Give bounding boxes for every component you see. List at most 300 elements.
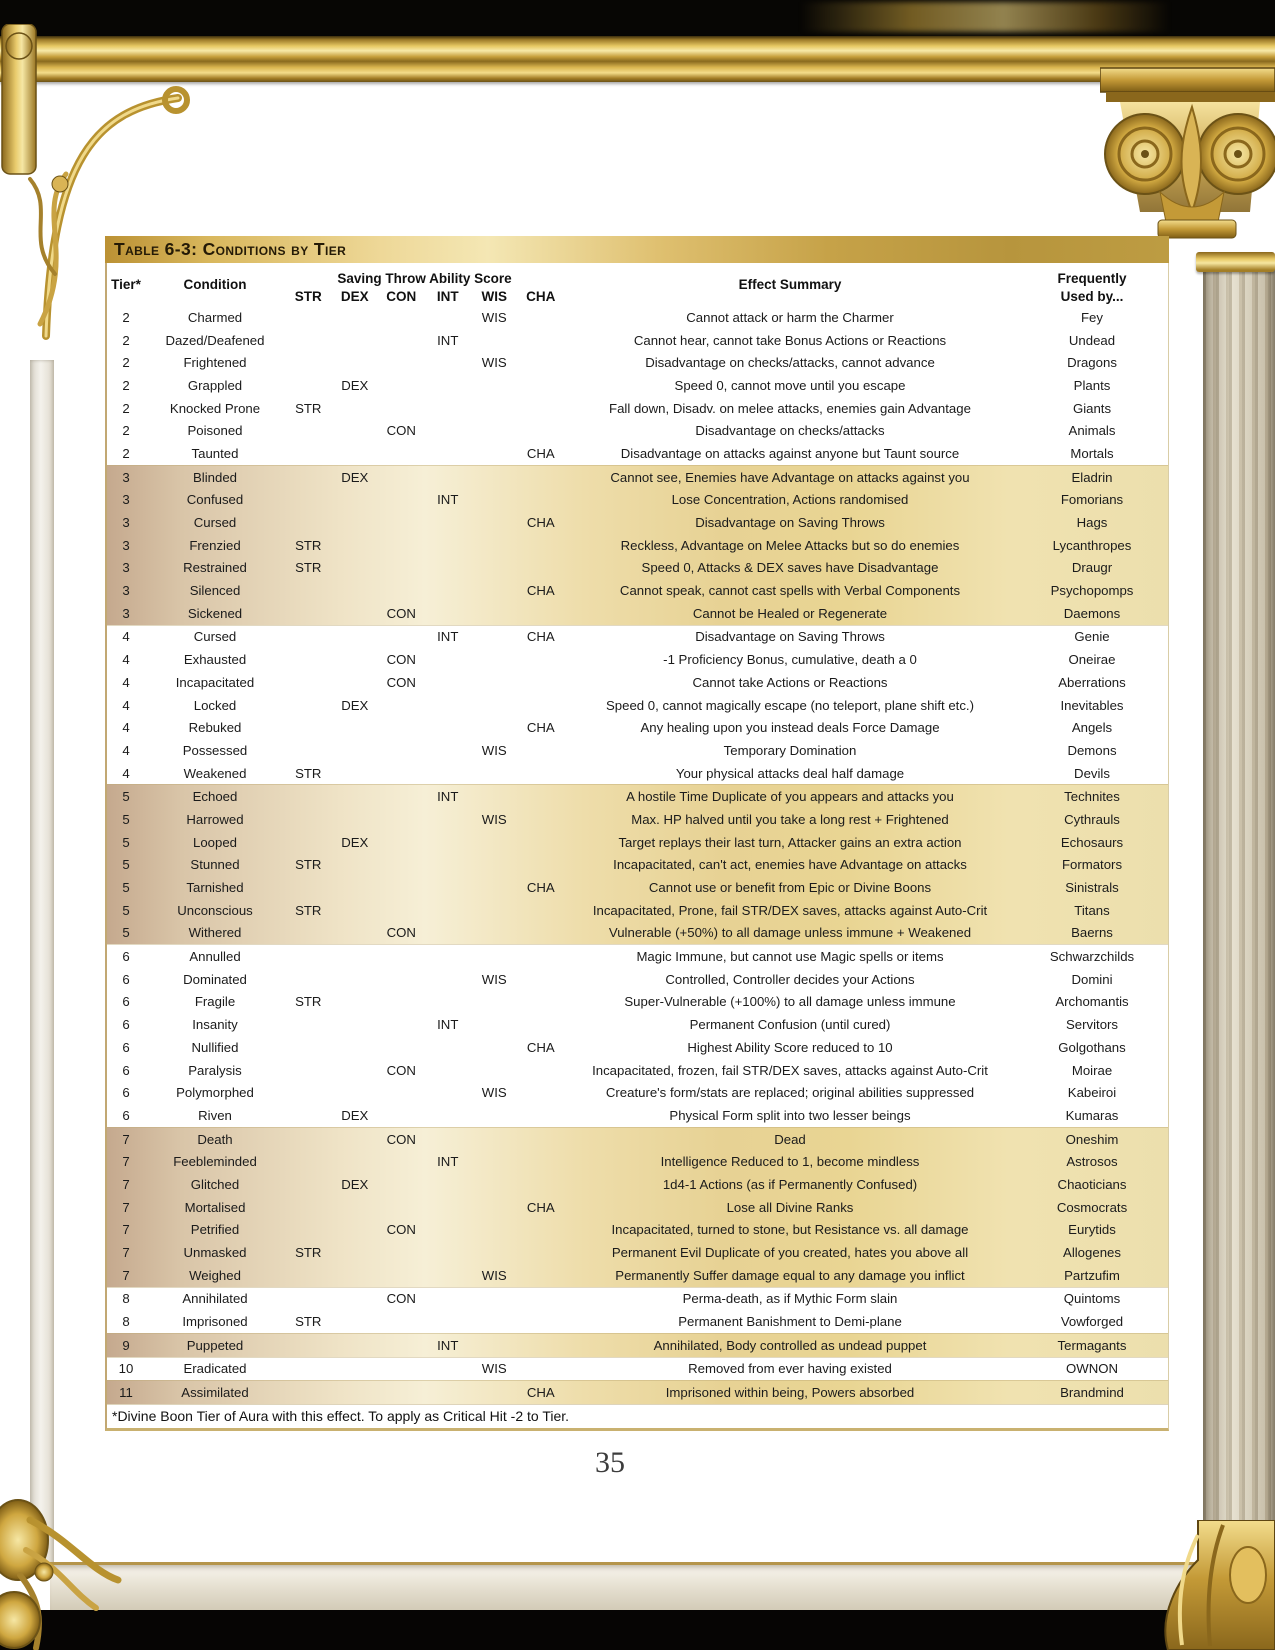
cell-tier: 6	[122, 1017, 130, 1033]
cell-condition: Paralysis	[188, 1062, 242, 1078]
table-row	[107, 1310, 1168, 1333]
cell-used-by: OWNON	[1065, 1361, 1118, 1377]
cell-used-by: Cythrauls	[1064, 811, 1120, 827]
table-body	[107, 306, 1168, 1404]
cell-condition: Tarnished	[186, 880, 244, 896]
table-row	[107, 1173, 1168, 1196]
cell-used-by: Schwarzchilds	[1049, 949, 1135, 965]
cell-tier: 2	[122, 423, 130, 439]
column-header-int: INT	[436, 288, 459, 304]
table-row	[107, 1128, 1168, 1151]
cell-used-by: Kumaras	[1065, 1107, 1119, 1123]
cell-used-by: Quintoms	[1063, 1291, 1121, 1307]
table-row	[107, 899, 1168, 922]
table-row	[107, 831, 1168, 854]
cell-tier: 7	[122, 1154, 130, 1170]
cell-effect: Disadvantage on checks/attacks	[695, 423, 885, 439]
table-row	[107, 716, 1168, 739]
cell-condition: Poisoned	[187, 423, 243, 439]
cell-ability-cha: CHA	[526, 1199, 555, 1215]
column-header-used-by-line1: Frequently	[1057, 271, 1127, 286]
cell-effect: Incapacitated, can't act, enemies have Advantage on attacks	[613, 857, 967, 873]
cell-used-by: Psychopomps	[1050, 583, 1134, 599]
cell-effect: Disadvantage on Saving Throws	[695, 629, 885, 645]
cell-tier: 2	[122, 309, 130, 325]
table-row	[107, 854, 1168, 877]
cell-tier: 4	[122, 697, 130, 713]
cell-condition: Grappled	[187, 377, 243, 393]
table-row	[107, 511, 1168, 534]
cell-used-by: Golgothans	[1058, 1039, 1126, 1055]
table-row	[107, 1196, 1168, 1219]
column-header-str: STR	[294, 288, 322, 304]
cell-effect: Intelligence Reduced to 1, become mindless	[660, 1154, 920, 1170]
column-header-wis: WIS	[481, 288, 507, 304]
cell-tier: 6	[122, 1107, 130, 1123]
cell-effect: Lose all Divine Ranks	[726, 1199, 854, 1215]
left-marble-pilaster	[30, 360, 54, 1565]
cell-tier: 8	[122, 1291, 130, 1307]
cell-condition: Locked	[193, 697, 237, 713]
cell-used-by: Archomantis	[1055, 994, 1129, 1010]
cell-effect: Dead	[774, 1131, 806, 1147]
cell-effect: Cannot take Actions or Reactions	[692, 674, 888, 690]
cell-used-by: Vowforged	[1060, 1314, 1124, 1330]
cell-effect: Speed 0, Attacks & DEX saves have Disadvantage	[641, 560, 939, 576]
cell-ability-con: CON	[386, 1062, 416, 1078]
cell-condition: Polymorphed	[176, 1085, 254, 1101]
cell-condition: Possessed	[182, 742, 248, 758]
marble-column-shaft	[1203, 268, 1275, 1650]
cell-used-by: Genie	[1074, 629, 1110, 645]
cell-condition: Cursed	[193, 515, 237, 531]
cell-effect: Temporary Domination	[723, 742, 857, 758]
cell-tier: 11	[119, 1385, 133, 1401]
table-row	[107, 351, 1168, 374]
cell-used-by: Allogenes	[1063, 1245, 1121, 1261]
cell-used-by: Domini	[1071, 971, 1113, 987]
cell-tier: 6	[122, 1062, 130, 1078]
tier-group-10	[107, 1357, 1168, 1381]
column-header-dex: DEX	[340, 288, 369, 304]
table-row	[107, 694, 1168, 717]
tier-group-11	[107, 1380, 1168, 1404]
cell-used-by: Draugr	[1071, 560, 1113, 576]
cell-tier: 2	[122, 355, 130, 371]
cell-condition: Weakened	[183, 765, 247, 781]
cell-effect: Permanent Banishment to Demi-plane	[678, 1314, 902, 1330]
cell-ability-int: INT	[437, 492, 459, 508]
table-row	[107, 762, 1168, 785]
table-header	[107, 263, 1168, 306]
cell-tier: 2	[122, 400, 130, 416]
cell-effect: Your physical attacks deal half damage	[675, 765, 905, 781]
cell-tier: 4	[122, 720, 130, 736]
cell-tier: 3	[122, 605, 130, 621]
cell-used-by: Fomorians	[1060, 492, 1124, 508]
cell-tier: 9	[122, 1337, 130, 1353]
cell-tier: 2	[122, 332, 130, 348]
table-row	[107, 397, 1168, 420]
cell-condition: Looped	[192, 834, 237, 850]
cell-effect: Cannot speak, cannot cast spells with Verbal Components	[619, 583, 961, 599]
cell-condition: Silenced	[189, 583, 241, 599]
tier-group-5	[107, 784, 1168, 944]
cell-ability-int: INT	[437, 789, 459, 805]
cell-condition: Feebleminded	[173, 1154, 257, 1170]
table-row	[107, 1059, 1168, 1082]
cell-condition: Weighed	[189, 1267, 241, 1283]
cell-condition: Unmasked	[183, 1245, 247, 1261]
cell-used-by: Devils	[1074, 765, 1110, 781]
cell-condition: Frenzied	[189, 537, 241, 553]
tier-group-3	[107, 465, 1168, 625]
tier-group-9	[107, 1333, 1168, 1357]
cell-used-by: Aberrations	[1058, 674, 1126, 690]
cell-effect: Speed 0, cannot move until you escape	[674, 377, 906, 393]
cell-ability-int: INT	[437, 332, 459, 348]
cell-tier: 7	[122, 1176, 130, 1192]
column-header-cha: CHA	[526, 288, 556, 304]
cell-used-by: Giants	[1072, 400, 1112, 416]
cell-condition: Frightened	[183, 355, 247, 371]
cell-effect: -1 Proficiency Bonus, cumulative, death a 0	[663, 652, 917, 668]
cell-condition: Withered	[188, 925, 242, 941]
cell-ability-str: STR	[295, 1314, 322, 1330]
tier-group-2	[107, 306, 1168, 465]
table-row	[107, 1150, 1168, 1173]
cell-effect: Cannot attack or harm the Charmer	[686, 309, 894, 325]
table-row	[107, 626, 1168, 649]
cell-effect: Disadvantage on checks/attacks, cannot advance	[645, 355, 935, 371]
cell-condition: Sickened	[187, 605, 243, 621]
cell-used-by: Dragons	[1067, 355, 1117, 371]
table-row	[107, 1381, 1168, 1404]
cell-used-by: Plants	[1073, 377, 1111, 393]
cell-condition: Blinded	[193, 469, 237, 485]
table-row	[107, 1288, 1168, 1311]
cell-ability-wis: WIS	[481, 742, 507, 758]
frame-bottom-black-band	[0, 1610, 1275, 1650]
cell-tier: 6	[122, 994, 130, 1010]
cell-condition: Petrified	[190, 1222, 240, 1238]
cell-effect: Permanent Confusion (until cured)	[689, 1017, 891, 1033]
cell-tier: 3	[122, 583, 130, 599]
cell-condition: Assimilated	[181, 1385, 249, 1401]
cell-ability-dex: DEX	[341, 1107, 369, 1123]
cell-used-by: Baerns	[1071, 925, 1113, 941]
cell-ability-str: STR	[295, 400, 322, 416]
cell-effect: Lose Concentration, Actions randomised	[671, 492, 909, 508]
table-row	[107, 306, 1168, 329]
cell-used-by: Partzufim	[1064, 1267, 1120, 1283]
cell-condition: Restrained	[183, 560, 247, 576]
cell-effect: Perma-death, as if Mythic Form slain	[682, 1291, 898, 1307]
cell-ability-wis: WIS	[481, 309, 507, 325]
cell-tier: 7	[122, 1199, 130, 1215]
gold-floral-ornament-bottom-left	[0, 1480, 130, 1650]
column-header-effect-summary: Effect Summary	[738, 277, 842, 292]
cell-condition: Taunted	[191, 445, 239, 461]
cell-condition: Annulled	[189, 949, 241, 965]
page-number: 35	[595, 1446, 625, 1479]
table-row	[107, 922, 1168, 945]
cell-condition: Annihilated	[182, 1291, 248, 1307]
tier-group-4	[107, 625, 1168, 785]
cell-tier: 5	[122, 925, 130, 941]
tier-group-8	[107, 1287, 1168, 1333]
cell-used-by: Astrosos	[1066, 1154, 1118, 1170]
cell-effect: Creature's form/stats are replaced; original abilities suppressed	[605, 1085, 975, 1101]
cell-ability-cha: CHA	[526, 880, 555, 896]
cell-ability-wis: WIS	[481, 1085, 507, 1101]
cell-ability-str: STR	[295, 1245, 322, 1261]
cell-ability-cha: CHA	[526, 720, 555, 736]
cell-tier: 4	[122, 674, 130, 690]
table-row	[107, 876, 1168, 899]
cell-tier: 7	[122, 1245, 130, 1261]
cell-condition: Nullified	[191, 1039, 239, 1055]
cell-effect: Controlled, Controller decides your Actions	[665, 971, 915, 987]
cell-tier: 6	[122, 1039, 130, 1055]
table-row	[107, 1264, 1168, 1287]
cell-tier: 3	[122, 560, 130, 576]
cell-tier: 6	[122, 1085, 130, 1101]
cell-tier: 6	[122, 949, 130, 965]
cell-ability-str: STR	[295, 537, 322, 553]
cell-used-by: Oneshim	[1065, 1131, 1119, 1147]
cell-ability-con: CON	[386, 674, 416, 690]
cell-condition: Imprisoned	[182, 1314, 248, 1330]
cell-ability-int: INT	[437, 1017, 459, 1033]
table-row	[107, 557, 1168, 580]
cell-effect: Fall down, Disadv. on melee attacks, enemies gain Advantage	[609, 400, 971, 416]
table-row	[107, 1219, 1168, 1242]
cell-effect: Vulnerable (+50%) to all damage unless immune + Weakened	[608, 925, 972, 941]
cell-condition: Exhausted	[183, 652, 247, 668]
cell-ability-wis: WIS	[481, 971, 507, 987]
gold-corbel-ornament-bottom-right	[1138, 1520, 1275, 1650]
table-row	[107, 419, 1168, 442]
cell-ability-str: STR	[295, 560, 322, 576]
table-row	[107, 466, 1168, 489]
table-row	[107, 968, 1168, 991]
cell-tier: 2	[122, 445, 130, 461]
cell-effect: Max. HP halved until you take a long rest + Frightened	[631, 811, 949, 827]
cell-ability-con: CON	[386, 925, 416, 941]
cell-effect: Physical Form split into two lesser beings	[669, 1107, 911, 1123]
table-row	[107, 1104, 1168, 1127]
cell-ability-cha: CHA	[526, 1039, 555, 1055]
cell-condition: Riven	[198, 1107, 232, 1123]
table-row	[107, 534, 1168, 557]
cell-used-by: Hags	[1076, 515, 1108, 531]
column-header-condition: Condition	[183, 277, 247, 292]
cell-ability-cha: CHA	[526, 583, 555, 599]
cell-used-by: Titans	[1074, 902, 1110, 918]
cell-effect: Removed from ever having existed	[688, 1361, 892, 1377]
cell-ability-con: CON	[386, 652, 416, 668]
cell-ability-wis: WIS	[481, 1267, 507, 1283]
cell-used-by: Kabeiroi	[1067, 1085, 1117, 1101]
cell-condition: Cursed	[193, 629, 237, 645]
cell-used-by: Animals	[1068, 423, 1116, 439]
cell-condition: Insanity	[192, 1017, 238, 1033]
cell-effect: Permanent Evil Duplicate of you created, hates you above all	[611, 1245, 969, 1261]
cell-ability-con: CON	[386, 1291, 416, 1307]
column-header-con: CON	[386, 288, 417, 304]
cell-used-by: Daemons	[1063, 605, 1121, 621]
cell-ability-con: CON	[386, 1222, 416, 1238]
cell-effect: Cannot see, Enemies have Advantage on attacks against you	[610, 469, 970, 485]
table-title: Table 6-3: Conditions by Tier	[105, 236, 1169, 263]
cell-tier: 5	[122, 789, 130, 805]
cell-condition: Fragile	[194, 994, 236, 1010]
cell-tier: 4	[122, 765, 130, 781]
cell-ability-str: STR	[295, 994, 322, 1010]
cell-effect: Reckless, Advantage on Melee Attacks but so do enemies	[620, 537, 960, 553]
cell-tier: 3	[122, 515, 130, 531]
cell-used-by: Sinistrals	[1065, 880, 1119, 896]
cell-effect: 1d4-1 Actions (as if Permanently Confused)	[662, 1176, 918, 1192]
cell-used-by: Lycanthropes	[1052, 537, 1132, 553]
cell-ability-int: INT	[437, 1154, 459, 1170]
cell-condition: Knocked Prone	[169, 400, 261, 416]
table-row	[107, 489, 1168, 512]
cell-used-by: Technites	[1064, 789, 1120, 805]
table-row	[107, 1036, 1168, 1059]
table-row	[107, 945, 1168, 968]
column-header-tier: Tier*	[111, 277, 141, 292]
cell-used-by: Inevitables	[1060, 697, 1124, 713]
cell-ability-dex: DEX	[341, 469, 369, 485]
table-row	[107, 1334, 1168, 1357]
cell-used-by: Angels	[1071, 720, 1113, 736]
cell-condition: Glitched	[190, 1176, 240, 1192]
cell-effect: Target replays their last turn, Attacker gains an extra action	[618, 834, 962, 850]
tier-group-6	[107, 944, 1168, 1127]
cell-effect: Super-Vulnerable (+100%) to all damage unless immune	[624, 994, 956, 1010]
cell-used-by: Cosmocrats	[1056, 1199, 1128, 1215]
cell-condition: Puppeted	[186, 1337, 244, 1353]
cell-effect: Incapacitated, frozen, fail STR/DEX saves, attacks against Auto-Crit	[592, 1062, 988, 1078]
frame-top-gold-highlight	[800, 2, 1170, 32]
cell-used-by: Termagants	[1057, 1337, 1127, 1353]
cell-effect: Cannot use or benefit from Epic or Divine Boons	[648, 880, 932, 896]
table-row	[107, 991, 1168, 1014]
cell-used-by: Mortals	[1070, 445, 1114, 461]
cell-used-by: Oneirae	[1068, 652, 1116, 668]
table-row	[107, 442, 1168, 465]
cell-ability-str: STR	[295, 902, 322, 918]
cell-ability-str: STR	[295, 765, 322, 781]
cell-effect: Disadvantage on attacks against anyone but Taunt source	[620, 445, 960, 461]
cell-used-by: Moirae	[1071, 1062, 1113, 1078]
cell-ability-int: INT	[437, 629, 459, 645]
table-row	[107, 374, 1168, 397]
cell-tier: 5	[122, 902, 130, 918]
cell-used-by: Brandmind	[1060, 1385, 1124, 1401]
cell-effect: Incapacitated, Prone, fail STR/DEX saves, attacks against Auto-Crit	[592, 902, 988, 918]
cell-condition: Incapacitated	[175, 674, 255, 690]
table-row	[107, 648, 1168, 671]
cell-used-by: Undead	[1068, 332, 1116, 348]
cell-condition: Harrowed	[186, 811, 244, 827]
cell-tier: 10	[118, 1361, 134, 1377]
table-row	[107, 1081, 1168, 1104]
cell-tier: 7	[122, 1267, 130, 1283]
cell-tier: 4	[122, 652, 130, 668]
cell-tier: 7	[122, 1222, 130, 1238]
cell-used-by: Echosaurs	[1060, 834, 1124, 850]
cell-condition: Confused	[186, 492, 244, 508]
cell-condition: Eradicated	[183, 1361, 247, 1377]
cell-condition: Echoed	[192, 789, 238, 805]
cell-tier: 5	[122, 811, 130, 827]
cell-effect: Speed 0, cannot magically escape (no teleport, plane shift etc.)	[605, 697, 974, 713]
table-row	[107, 329, 1168, 352]
cell-used-by: Formators	[1061, 857, 1123, 873]
cell-effect: Disadvantage on Saving Throws	[695, 515, 885, 531]
cell-effect: Any healing upon you instead deals Force Damage	[640, 720, 940, 736]
table-row	[107, 1013, 1168, 1036]
cell-ability-str: STR	[295, 857, 322, 873]
cell-tier: 3	[122, 469, 130, 485]
cell-ability-int: INT	[437, 1337, 459, 1353]
cell-ability-dex: DEX	[341, 1176, 369, 1192]
cell-condition: Charmed	[187, 309, 243, 325]
cell-condition: Unconscious	[177, 902, 253, 918]
cell-tier: 4	[122, 742, 130, 758]
cell-ability-cha: CHA	[526, 629, 555, 645]
table-footnote: *Divine Boon Tier of Aura with this effect. To apply as Critical Hit -2 to Tier.	[107, 1404, 1168, 1428]
table-row	[107, 579, 1168, 602]
cell-ability-dex: DEX	[341, 834, 369, 850]
cell-ability-wis: WIS	[481, 355, 507, 371]
cell-tier: 6	[122, 971, 130, 987]
conditions-table	[105, 236, 1169, 1431]
cell-effect: Highest Ability Score reduced to 10	[687, 1039, 893, 1055]
cell-used-by: Servitors	[1065, 1017, 1119, 1033]
table-row	[107, 1241, 1168, 1264]
cell-condition: Dazed/Deafened	[165, 332, 265, 348]
cell-effect: Incapacitated, turned to stone, but Resistance vs. all damage	[611, 1222, 969, 1238]
table-row	[107, 1358, 1168, 1381]
cell-effect: Imprisoned within being, Powers absorbed	[665, 1385, 915, 1401]
cell-tier: 5	[122, 857, 130, 873]
cell-used-by: Demons	[1067, 742, 1117, 758]
cell-effect: Cannot hear, cannot take Bonus Actions or Reactions	[633, 332, 947, 348]
cell-tier: 4	[122, 629, 130, 645]
cell-tier: 3	[122, 537, 130, 553]
cell-tier: 3	[122, 492, 130, 508]
table-row	[107, 785, 1168, 808]
cell-ability-cha: CHA	[526, 445, 555, 461]
cell-used-by: Eurytids	[1068, 1222, 1116, 1238]
cell-effect: A hostile Time Duplicate of you appears and attacks you	[626, 789, 954, 805]
tier-group-7	[107, 1127, 1168, 1287]
cell-condition: Dominated	[183, 971, 247, 987]
cell-condition: Mortalised	[184, 1199, 246, 1215]
cell-effect: Annihilated, Body controlled as undead puppet	[653, 1337, 927, 1353]
cell-used-by: Chaoticians	[1057, 1176, 1127, 1192]
cell-tier: 5	[122, 880, 130, 896]
table-row	[107, 671, 1168, 694]
cell-effect: Cannot be Healed or Regenerate	[692, 605, 888, 621]
cell-tier: 5	[122, 834, 130, 850]
cell-condition: Death	[197, 1131, 233, 1147]
cell-tier: 7	[122, 1131, 130, 1147]
